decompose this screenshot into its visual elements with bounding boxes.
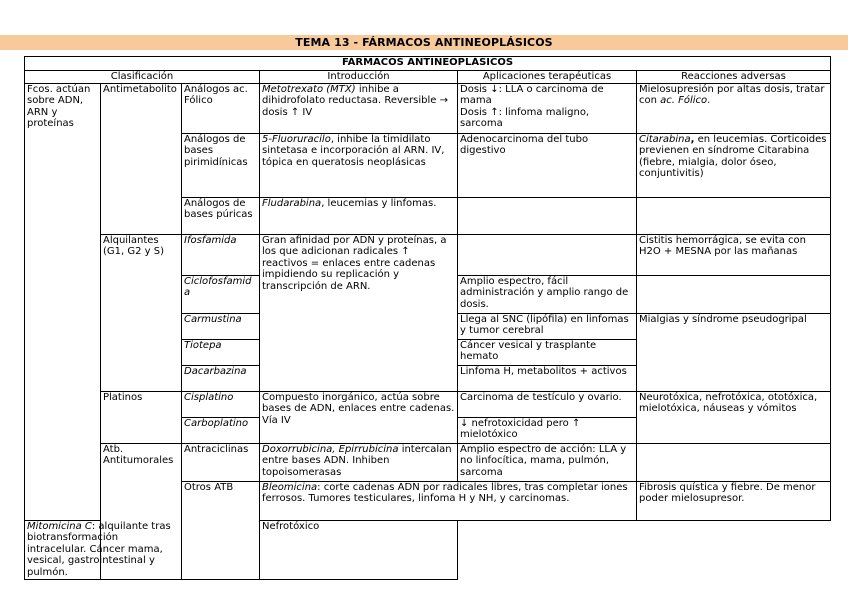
antineoplastic-drugs-table [24,56,831,580]
table-row [25,391,831,417]
subgroup-dacarbazina: Dacarbazina [182,365,260,391]
app-metotrexato: Dosis ↓: LLA o carcinoma de mama Dosis ↑: linfoma maligno, sarcoma [458,83,637,133]
intro-text: , inhibe la timidilato sintetasa e incorporación al ARN. IV, tópica en queratosis neoplásicas [262,133,445,168]
intro-text: , leucemias y linfomas. [321,197,437,209]
app-empty [458,197,637,234]
header-reacciones: Reacciones adversas [637,71,831,84]
table-row [25,443,831,481]
subgroup-ifosfamida: Ifosfamida [182,234,260,275]
intro-text: inhibe a dihidrofolato reductasa. Reversible → dosis ↑ IV [262,83,448,118]
subgroup-folico: Análogos ac. Fólico [182,83,260,133]
alquilantes-cell: Alquilantes (G1, G2 y S) [101,234,182,391]
adv-empty [637,197,831,234]
drug-name: Bleomicina [262,481,318,493]
subgroup-carmustina: Carmustina [182,313,260,339]
intro-mitomicina [25,520,182,579]
subgroup-otros-atb: Otros ATB [182,481,260,579]
subgroup-tiotepa: Tiotepa [182,339,260,365]
atb-cell: Atb. Antitumorales [101,443,182,579]
platinos-cell: Platinos [101,391,182,443]
drug-name: Metotrexato (MTX) [262,83,356,95]
intro-platinos: Compuesto inorgánico, actúa sobre bases de ADN, enlaces entre cadenas. Vía IV [260,391,458,443]
header-introduccion: Introducción [260,71,458,84]
app-antraciclinas: Amplio espectro de acción: LLA y no linfocítica, mama, pulmón, sarcoma [458,443,637,481]
app-ifosfamida [458,234,637,275]
subgroup-pirimidinicas: Análogos de bases pirimidínicas [182,133,260,197]
adv-italic: ac. Fólico [660,95,708,107]
app-dacarbazina: Linfoma H, metabolitos + activos [458,365,637,391]
subgroup-cisplatino: Cisplatino [182,391,260,417]
adv-mitomicina: Nefrotóxico [260,520,458,579]
header-aplicaciones: Aplicaciones terapéuticas [458,71,637,84]
intro-fluoruracilo [260,133,458,197]
app-carboplatino: ↓ nefrotoxicidad pero ↑ mielotóxico [458,417,637,443]
intro-bleomicina [260,481,637,520]
adv-platinos: Neurotóxica, nefrotóxica, ototóxica, mielotóxica, náuseas y vómitos [637,391,831,443]
intro-fludarabina [260,197,458,234]
adv-metotrexato [637,83,831,133]
intro-text: : alquilante tras biotransformación intracelular. Cáncer mama, vesical, gastrointestinal y pulmón. [27,520,171,578]
adv-empty [637,443,831,481]
intro-text: intercalan entre bases ADN. Inhiben topoisomerasas [262,443,452,478]
adv-comma: , [690,133,695,145]
subgroup-carboplatino: Carboplatino [182,417,260,443]
app-tiotepa: Cáncer vesical y trasplante hemato [458,339,637,365]
drug-name: Doxorrubicina, Epirrubicina [262,443,399,455]
drug-name: Mitomicina C [27,520,92,532]
intro-text: : corte cadenas ADN por radicales libres, tras completar iones ferrosos. Tumores testiculares, linfoma H y NH, y carcinomas. [262,481,628,505]
table-row [25,520,831,579]
subgroup-puricas: Análogos de bases púricas [182,197,260,234]
adv-text: Mielosupresión por altas dosis, tratar con [639,83,825,107]
table-title: FÁRMACOS ANTINEOPLÁSICOS [25,57,831,71]
table-row [25,83,831,133]
drug-name: 5-Fluoruracilo [262,133,331,145]
adv-bleomicina: Fibrosis quística y fiebre. De menor poder mielosupresor. [637,481,831,520]
app-fluoruracilo: Adenocarcinoma del tubo digestivo [458,133,637,197]
app-ciclofosfamida: Amplio espectro, fácil administración y amplio rango de dosis. [458,275,637,313]
fcos-category-cell: Fcos. actúan sobre ADN, ARN y proteínas [25,83,101,520]
adv-text: en leucemias. Corticoides previenen en síndrome Citarabina (fiebre, mialgia, dolor óseo, conjuntivitis) [639,133,827,180]
header-clasificacion: Clasificación [25,71,260,84]
app-carmustina: Llega al SNC (lipófila) en linfomas y tumor cerebral [458,313,637,339]
intro-alquilantes: Gran afinidad por ADN y proteínas, a los que adicionan radicales ↑ reactivos = enlaces entre cadenas impidiendo su replicación y transcripción de ARN. [260,234,458,391]
table-header-row [25,71,831,84]
adv-empty [637,275,831,313]
subgroup-ciclofosfamida: Ciclofosfamida [182,275,260,313]
intro-antraciclinas [260,443,458,481]
app-cisplatino: Carcinoma de testículo y ovario. [458,391,637,417]
drug-name: Citarabina [639,133,691,145]
page-title: TEMA 13 - FÁRMACOS ANTINEOPLÁSICOS [0,35,848,50]
adv-ifosfamida: Cistitis hemorrágica, se evita con H2O + MESNA por las mañanas [637,234,831,275]
adv-citarabina [637,133,831,197]
antimetabolito-cell: Antimetabolito [101,83,182,234]
subgroup-antraciclinas: Antraciclinas [182,443,260,481]
adv-alquilantes-shared: Mialgias y síndrome pseudogripal [637,313,831,391]
drug-name: Fludarabina [262,197,322,209]
adv-text-end: . [707,95,711,107]
intro-metotrexato [260,83,458,133]
table-title-row [25,57,831,71]
table-row [25,234,831,275]
